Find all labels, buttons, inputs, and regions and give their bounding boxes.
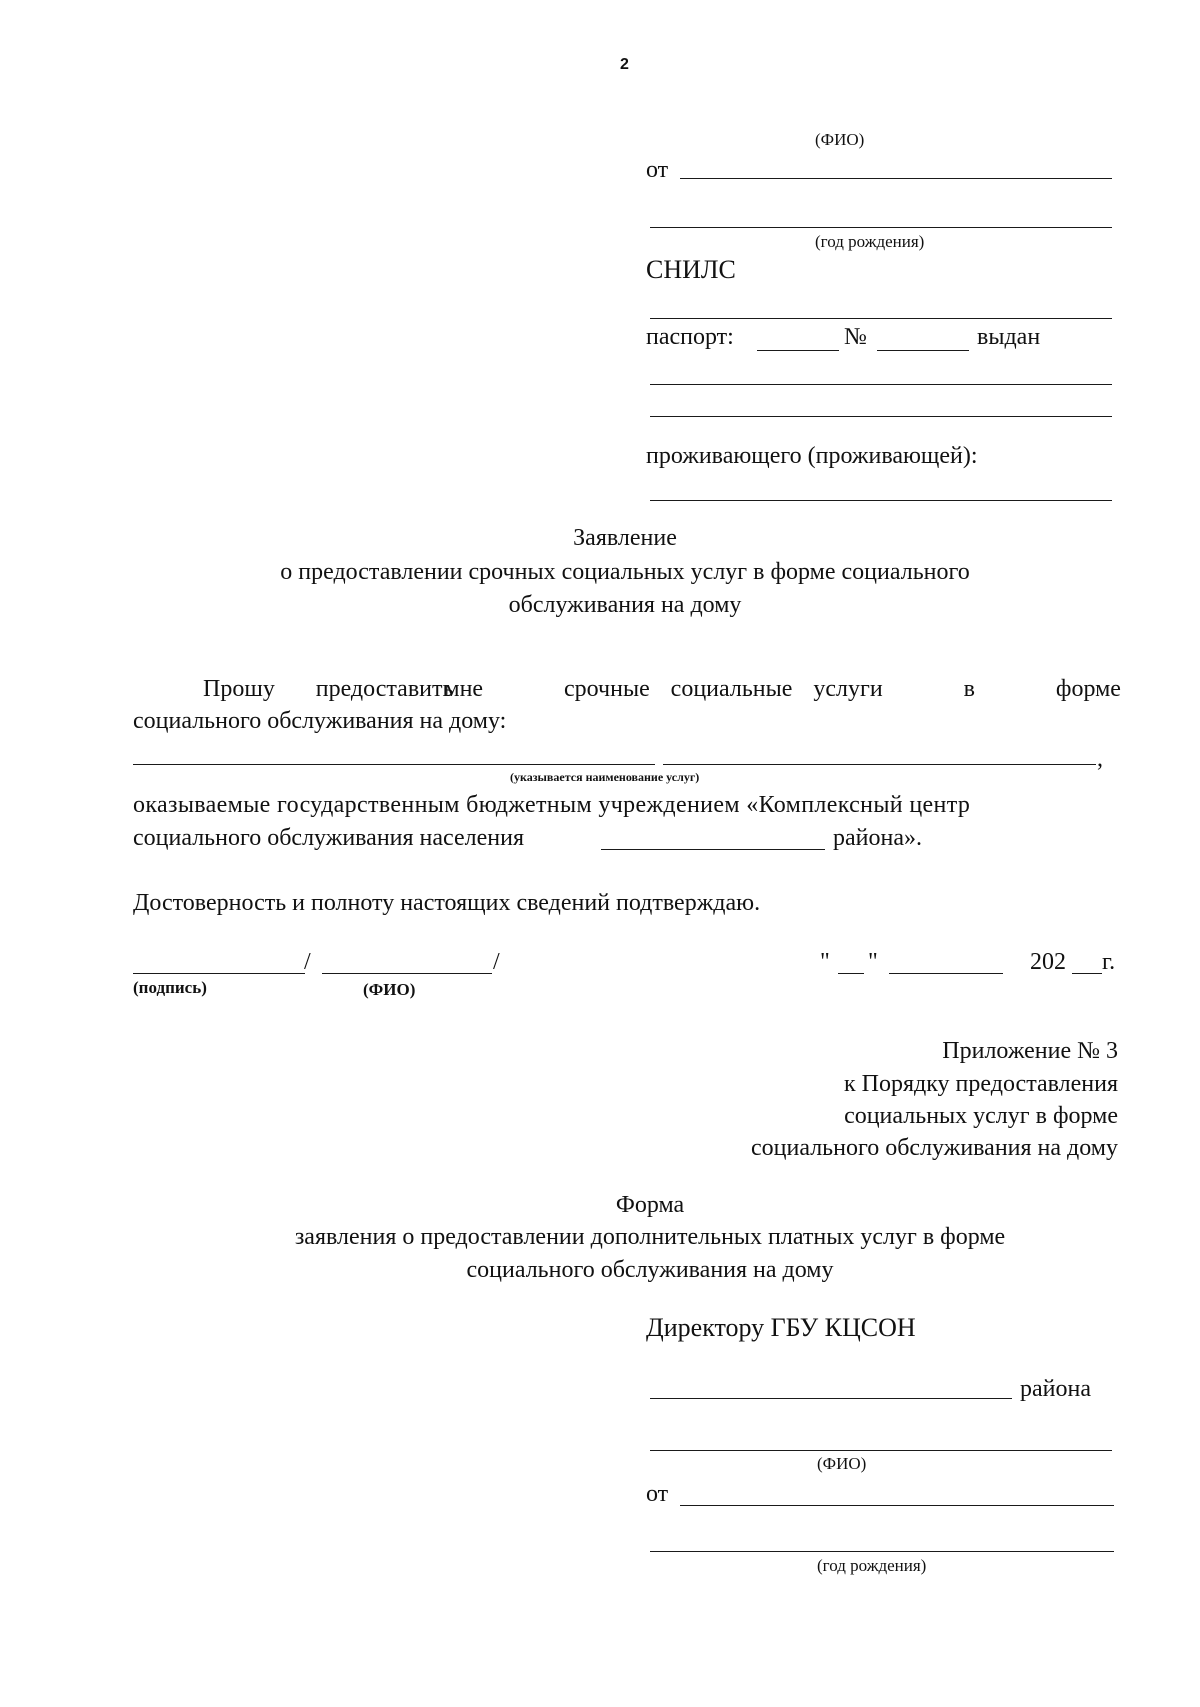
appendix-line-4: социального обслуживания на дому: [751, 1135, 1118, 1161]
birth-year-input-line[interactable]: [650, 227, 1112, 228]
application-title: Заявление: [573, 525, 677, 551]
request-word: социальные: [670, 676, 793, 702]
passport-series-line[interactable]: [757, 350, 839, 351]
services-input-line-2[interactable]: [663, 764, 1096, 765]
issued-label: выдан: [977, 324, 1041, 350]
date-year-suffix: г.: [1102, 949, 1116, 975]
request-word: мне: [444, 676, 484, 702]
fio-caption: (ФИО): [815, 130, 865, 149]
signature-fio-input-line[interactable]: [322, 973, 492, 974]
from-label: от: [646, 157, 669, 183]
request-line-2: социального обслуживания на дому:: [133, 708, 507, 734]
passport-number-line[interactable]: [877, 350, 969, 351]
issued-by-line-2[interactable]: [650, 416, 1112, 417]
application-subtitle-line1: о предоставлении срочных социальных услуг в форме социального: [280, 559, 970, 585]
provided-line-1: оказываемые государственным бюджетным учреждением «Комплексный центр: [133, 792, 971, 818]
issued-by-line-1[interactable]: [650, 384, 1112, 385]
request-word: в: [963, 676, 975, 702]
services-comma: ,: [1097, 746, 1103, 772]
request-word: предоставить: [315, 676, 454, 702]
date-year: 202: [1030, 949, 1066, 975]
birth-year-caption: (год рождения): [815, 232, 925, 251]
services-caption: (указывается наименование услуг): [510, 770, 700, 784]
form-birth-year-input-line[interactable]: [650, 1551, 1114, 1552]
appendix-line-3: социальных услуг в форме: [844, 1103, 1118, 1129]
services-input-line-1[interactable]: [133, 764, 655, 765]
fio-input-line[interactable]: [680, 178, 1112, 179]
form-fio-input-line[interactable]: [650, 1450, 1112, 1451]
request-word: Прошу: [203, 676, 275, 702]
addressee-text: Директору ГБУ КЦСОН: [646, 1313, 916, 1342]
date-quote-open: ": [820, 949, 830, 975]
district-label: района: [1020, 1376, 1091, 1402]
form-fio-caption: (ФИО): [817, 1454, 867, 1473]
request-line-1: [203, 674, 1121, 704]
form-from-input-line[interactable]: [680, 1505, 1114, 1506]
request-word: услуги: [813, 676, 883, 702]
number-sign: №: [844, 324, 867, 350]
application-subtitle-line2: обслуживания на дому: [508, 592, 742, 618]
date-month-line[interactable]: [889, 973, 1003, 974]
form-from-label: от: [646, 1481, 669, 1507]
appendix-line-1: Приложение № 3: [942, 1038, 1118, 1064]
signature-fio-caption: (ФИО): [363, 980, 416, 999]
page-number: 2: [620, 56, 629, 73]
signature-caption: (подпись): [133, 978, 207, 997]
provided-line-2a: социального обслуживания населения: [133, 825, 525, 851]
form-subtitle-line2: социального обслуживания на дому: [466, 1257, 834, 1283]
request-word: форме: [1055, 676, 1121, 702]
address-input-line[interactable]: [650, 500, 1112, 501]
provided-line-2b: района».: [833, 825, 922, 851]
form-birth-year-caption: (год рождения): [817, 1556, 927, 1575]
date-year-line[interactable]: [1072, 973, 1102, 974]
signature-input-line[interactable]: [133, 973, 305, 974]
date-quote-close: ": [868, 949, 878, 975]
appendix-line-2: к Порядку предоставления: [843, 1071, 1118, 1097]
date-day-line[interactable]: [838, 973, 864, 974]
snils-label: СНИЛС: [646, 255, 736, 284]
district-input-line[interactable]: [601, 849, 825, 850]
snils-input-line[interactable]: [650, 318, 1112, 319]
district-name-line[interactable]: [650, 1398, 1012, 1399]
confirmation-text: Достоверность и полноту настоящих сведений подтверждаю.: [133, 890, 761, 916]
signature-slash-end: /: [493, 949, 500, 975]
residing-label: проживающего (проживающей):: [646, 443, 978, 469]
request-word: срочные: [564, 676, 650, 702]
passport-label: паспорт:: [646, 324, 734, 350]
form-subtitle-line1: заявления о предоставлении дополнительных платных услуг в форме: [294, 1224, 1006, 1250]
form-title: Форма: [615, 1192, 685, 1218]
signature-slash: /: [304, 949, 311, 975]
